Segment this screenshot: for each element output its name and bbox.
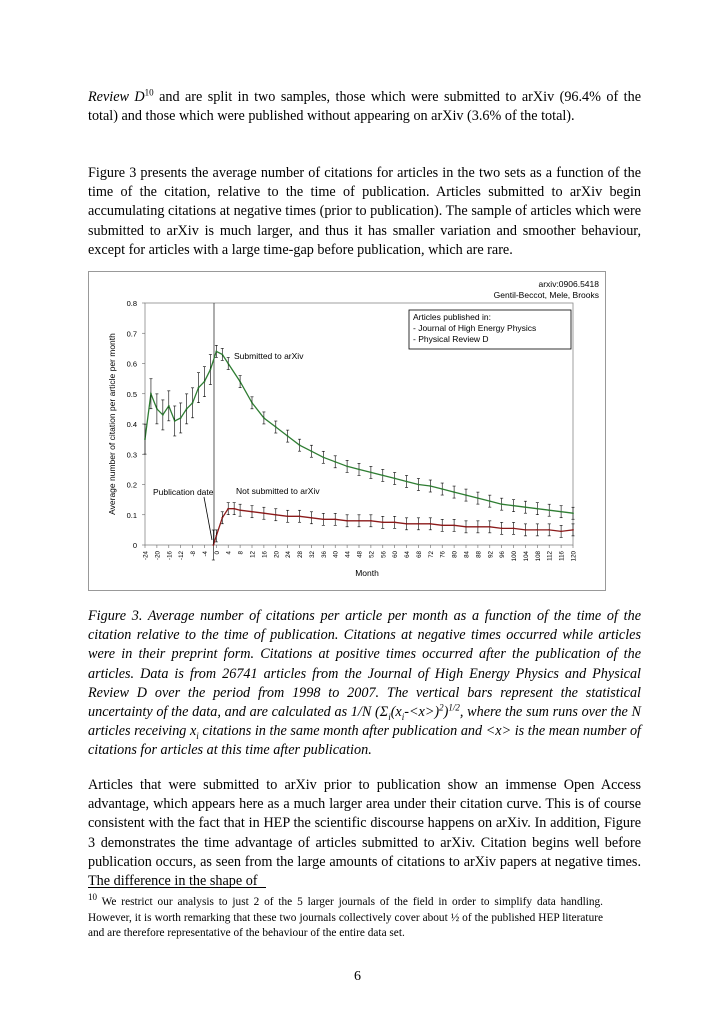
data-point	[477, 526, 479, 528]
x-tick-label: -8	[190, 551, 198, 557]
x-tick-label: 112	[546, 551, 554, 561]
data-point	[186, 408, 188, 410]
x-tick-label: 28	[297, 551, 305, 558]
x-tick-label: 68	[415, 551, 423, 558]
x-tick-label: -4	[201, 551, 209, 557]
chart-arxiv-id: arxiv:0906.5418	[538, 279, 599, 289]
footnote-ref: 10	[144, 87, 154, 98]
data-point	[418, 523, 420, 525]
caption-text-2: (x	[390, 704, 402, 721]
x-tick-label: 64	[404, 551, 412, 558]
annotation-submitted: Submitted to arXiv	[234, 351, 304, 361]
x-tick-label: 40	[332, 551, 340, 558]
data-point	[489, 526, 491, 528]
data-point	[501, 503, 503, 505]
data-point	[465, 494, 467, 496]
x-tick-label: -24	[142, 551, 150, 560]
y-axis-label: Average number of citation per article per month	[107, 333, 117, 515]
data-point	[465, 526, 467, 528]
annotation-publication-date: Publication date	[153, 487, 214, 497]
data-point	[239, 509, 241, 511]
chart-canvas	[89, 272, 605, 590]
legend-item-jhep: - Journal of High Energy Physics	[413, 323, 537, 333]
y-tick-label: 0.2	[126, 480, 137, 490]
x-tick-label: 48	[356, 551, 364, 558]
x-tick-label: 8	[237, 551, 245, 555]
data-point	[513, 505, 515, 507]
data-point	[227, 363, 229, 365]
data-point	[299, 515, 301, 517]
x-tick-label: 20	[273, 551, 281, 558]
caption-text-4: )	[443, 704, 449, 721]
data-point	[429, 523, 431, 525]
data-point	[239, 381, 241, 383]
caption-sub-2: i	[401, 711, 405, 722]
figure-caption	[88, 607, 641, 761]
intro-text: and are split in two samples, those which were submitted to arXiv (96.4% of the total) and those which were published without appearing on arXiv (3.6% of the total).	[88, 89, 641, 125]
data-point	[536, 529, 538, 531]
y-tick-label: 0.7	[126, 329, 137, 339]
x-tick-label: 24	[285, 551, 293, 558]
x-tick-label: -12	[178, 551, 186, 560]
x-tick-label: 12	[249, 551, 257, 558]
x-tick-label: 92	[487, 551, 495, 558]
x-tick-label: 32	[308, 551, 316, 558]
data-point	[382, 521, 384, 523]
data-point	[346, 520, 348, 522]
x-tick-label: 36	[320, 551, 328, 558]
data-point	[548, 529, 550, 531]
data-point	[525, 529, 527, 531]
footnote	[88, 892, 603, 942]
data-point	[263, 512, 265, 514]
data-point	[560, 530, 562, 532]
data-point	[275, 426, 277, 428]
figure-3-chart	[88, 271, 606, 591]
chart-authors: Gentil-Beccot, Mele, Brooks	[493, 290, 599, 300]
data-point	[358, 468, 360, 470]
data-point	[394, 478, 396, 480]
data-point	[221, 354, 223, 356]
caption-text-3: -<x>)	[404, 704, 440, 721]
journal-name: Review D	[88, 89, 145, 105]
data-point	[311, 517, 313, 519]
x-tick-label: 100	[511, 551, 519, 562]
data-point	[525, 506, 527, 508]
x-tick-label: 84	[463, 551, 471, 558]
data-point	[174, 420, 176, 422]
data-point	[251, 511, 253, 513]
data-point	[453, 491, 455, 493]
data-point	[334, 461, 336, 463]
caption-sup-2: 1/2	[448, 702, 460, 713]
x-tick-label: 72	[427, 551, 435, 558]
x-tick-label: 116	[558, 551, 566, 561]
x-tick-label: 76	[439, 551, 447, 558]
x-tick-label: 4	[225, 551, 233, 555]
y-tick-label: 0	[132, 541, 137, 550]
data-point	[418, 484, 420, 486]
x-tick-label: 52	[368, 551, 376, 558]
data-point	[358, 520, 360, 522]
data-point	[150, 393, 152, 395]
y-tick-label: 0.4	[126, 420, 137, 429]
data-point	[322, 518, 324, 520]
data-point	[394, 521, 396, 523]
data-point	[198, 387, 200, 389]
legend-item-prd: - Physical Review D	[413, 334, 489, 344]
y-tick-label: 0.8	[126, 299, 137, 308]
data-point	[180, 417, 182, 419]
x-tick-label: -16	[166, 551, 174, 560]
advantage-paragraph: Articles that were submitted to arXiv prior to publication show an immense Open Access advantage, which appears here as a much larger area under their citation curve. This is of course consistent with the fact that in HEP the scientific discourse happens on arXiv. In addition, Figure 3 demonstrates the time advantage of articles submitted to arXiv. Citation begins well before publication occurs, as seen from the large amounts of citations to arXiv papers at negative times. The difference in the shape of	[88, 777, 641, 890]
data-point	[572, 529, 574, 531]
caption-text-1: Figure 3. Average number of citations per article per month as a function of the time of the citation relative to the time of publication. Citations at negative times occurred while articles were in their preprint form. Citations at positive times occurred after the publication of the articles. Data is from 26741 articles from the Journal of High Energy Physics and Physical Review D over the period from 1998 to 2007. The vertical bars represent the statistical uncertainty of the data, and are calculated as 1/N (Σ	[88, 608, 641, 721]
y-tick-label: 0.6	[126, 359, 137, 369]
data-point	[429, 485, 431, 487]
data-point	[263, 417, 265, 419]
data-point	[299, 444, 301, 446]
page-number: 6	[354, 969, 361, 984]
figure-intro-paragraph: Figure 3 presents the average number of citations for articles in the two sets as a function of the time of the citation, relative to the time of publication. Articles submitted to arXiv begin accumulating citations at negative times (prior to publication). The sample of articles which were submitted to arXiv is much larger, and thus it has smaller variation and smoother behaviour, except for articles with a large time-gap before publication, which are rare.	[88, 165, 641, 258]
data-point	[204, 381, 206, 383]
x-tick-label: 16	[261, 551, 269, 558]
x-tick-label: 120	[570, 551, 578, 562]
x-tick-label: 56	[380, 551, 388, 558]
x-tick-label: 108	[534, 551, 542, 562]
data-point	[334, 518, 336, 520]
data-point	[251, 402, 253, 404]
caption-sup-1: 2	[439, 702, 444, 713]
data-point	[453, 524, 455, 526]
x-tick-label: 88	[475, 551, 483, 558]
y-tick-label: 0.5	[126, 389, 137, 399]
x-tick-label: -20	[154, 551, 162, 560]
x-tick-label: 60	[392, 551, 400, 558]
data-point	[441, 524, 443, 526]
data-point	[548, 509, 550, 511]
data-point	[233, 508, 235, 510]
footnote-rule	[88, 887, 266, 888]
data-point	[144, 438, 146, 440]
caption-text-6: citations in the same month after publication and <x> is the mean number of citations for articles at this time after publication.	[88, 723, 641, 759]
data-point	[560, 511, 562, 513]
x-tick-label: 0	[213, 551, 221, 555]
data-point	[311, 450, 313, 452]
data-point	[156, 408, 158, 410]
data-point	[275, 514, 277, 516]
caption-sub-3: i	[196, 731, 199, 742]
data-point	[209, 369, 211, 371]
data-point	[501, 527, 503, 529]
x-tick-label: 80	[451, 551, 459, 558]
x-tick-label: 44	[344, 551, 352, 558]
data-point	[477, 497, 479, 499]
data-point	[441, 488, 443, 490]
data-point	[215, 535, 217, 537]
data-point	[221, 517, 223, 519]
data-point	[162, 414, 164, 416]
data-point	[406, 523, 408, 525]
data-point	[536, 508, 538, 510]
data-point	[572, 512, 574, 514]
data-point	[212, 544, 214, 546]
data-point	[513, 527, 515, 529]
data-point	[382, 475, 384, 477]
data-point	[192, 402, 194, 404]
data-point	[370, 520, 372, 522]
data-point	[489, 500, 491, 502]
y-tick-label: 0.3	[126, 450, 137, 460]
legend-title: Articles published in:	[413, 312, 491, 322]
caption-text-5: , where the sum runs over the N articles receiving x	[88, 704, 642, 740]
data-point	[287, 515, 289, 517]
footnote-number: 10	[88, 892, 97, 903]
intro-paragraph	[88, 88, 641, 126]
x-axis-label: Month	[355, 568, 379, 578]
footnote-text: We restrict our analysis to just 2 of the 5 larger journals of the field in order to simplify data handling. However, it is worth remarking that these two journals collectively cover about ½ of the published HEP literature and are therefore representative of the behaviour of the entire data set.	[88, 896, 603, 940]
y-tick-label: 0.1	[126, 510, 137, 520]
data-point	[168, 405, 170, 407]
data-point	[346, 465, 348, 467]
data-point	[322, 456, 324, 458]
x-tick-label: 96	[499, 551, 507, 558]
x-axis-ticks	[143, 545, 578, 561]
data-point	[370, 472, 372, 474]
data-point	[406, 481, 408, 483]
annotation-not-submitted: Not submitted to arXiv	[236, 486, 320, 496]
caption-sub-1: i	[388, 711, 391, 722]
y-axis-ticks	[127, 299, 145, 550]
data-point	[227, 508, 229, 510]
data-point	[287, 435, 289, 437]
data-point	[215, 351, 217, 353]
x-tick-label: 104	[522, 551, 530, 562]
